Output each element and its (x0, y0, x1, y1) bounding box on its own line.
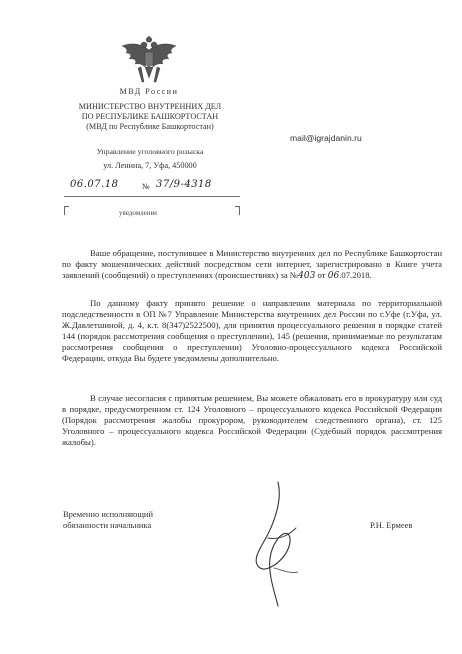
p1-text-c: .07.2018. (339, 269, 372, 280)
ministry-line-1: МИНИСТЕРСТВО ВНУТРЕННИХ ДЕЛ (78, 102, 222, 111)
ministry-name (64, 102, 236, 132)
paragraph-appeal (62, 393, 442, 448)
ministry-line-3: (МВД по Республике Башкортостан) (86, 122, 214, 131)
position-line-1: Временно исполняющий (63, 509, 154, 519)
paragraph-registration (62, 248, 442, 282)
signatory-position (63, 509, 153, 531)
position-line-2: обязанности начальника (63, 520, 152, 530)
p1-text-b: от (315, 269, 328, 280)
handwritten-registration-number: 403 (298, 270, 316, 281)
p2-text: По данному факту принято решение о направлении материала по территориальной подследственности в ОП №7 Управление Министерства внутренних дел России по г.Уфе (г.Уфа, ул. Ж.Давлетшиной, д. 4, к.т. 8(347)2522500), для принятия процессуального решения в порядке статей 144 (порядок рассмотрения сообщения о преступлении), 145 (решения, принимаемые по результатам рассмотрения сообщения о преступлении) Уголовно-процессуального кодекса Российской Федерации, откуда Вы будете уведомлены дополнительно. (62, 298, 442, 363)
recipient-email: mail@igrajdanin.ru (290, 133, 362, 143)
paragraph-decision (62, 298, 442, 363)
handwritten-signature-icon (238, 478, 318, 610)
eagle-emblem-icon (118, 36, 180, 86)
bracket-left (64, 206, 69, 215)
handwritten-registration-day: 06 (327, 270, 340, 281)
signatory-name: Р.Н. Ермеев (370, 520, 413, 530)
reference-label: уведомление (119, 209, 158, 217)
p1-text-a: Ваше обращение, поступившее в Министерство внутренних дел по Республике Башкортостан по факту мошеннических действий посредством сети интернет, зарегистрировано в Книге учета заявлений (сообщений) о преступлениях (происшествиях) за № (62, 248, 442, 280)
p3-text: В случае несогласия с принятым решением, Вы можете обжаловать его в прокуратуру или суд в порядке, предусмотренном ст. 124 Уголовного – процессуального кодекса Российской Федерации (Порядок рассмотрения жалобы прокурором, руководителем следственного органа), ст. 125 Уголовного – процессуального кодекса Российской Федерации (Судебный порядок рассмотрения жалобы). (62, 393, 442, 447)
ministry-line-2: ПО РЕСПУБЛИКЕ БАШКОРТОСТАН (81, 112, 219, 121)
handwritten-date: 06.07.18 (70, 179, 119, 190)
reference-line (64, 206, 240, 218)
handwritten-number: 37/9-4318 (156, 179, 212, 190)
bracket-right (235, 206, 240, 215)
department-address: ул. Ленина, 7, Уфа, 450000 (103, 161, 197, 170)
outgoing-date-number-line (64, 180, 240, 197)
mvd-caption: МВД России (119, 87, 179, 96)
department-name: Управление уголовного розыска (96, 147, 204, 156)
number-sign: № (142, 182, 150, 191)
